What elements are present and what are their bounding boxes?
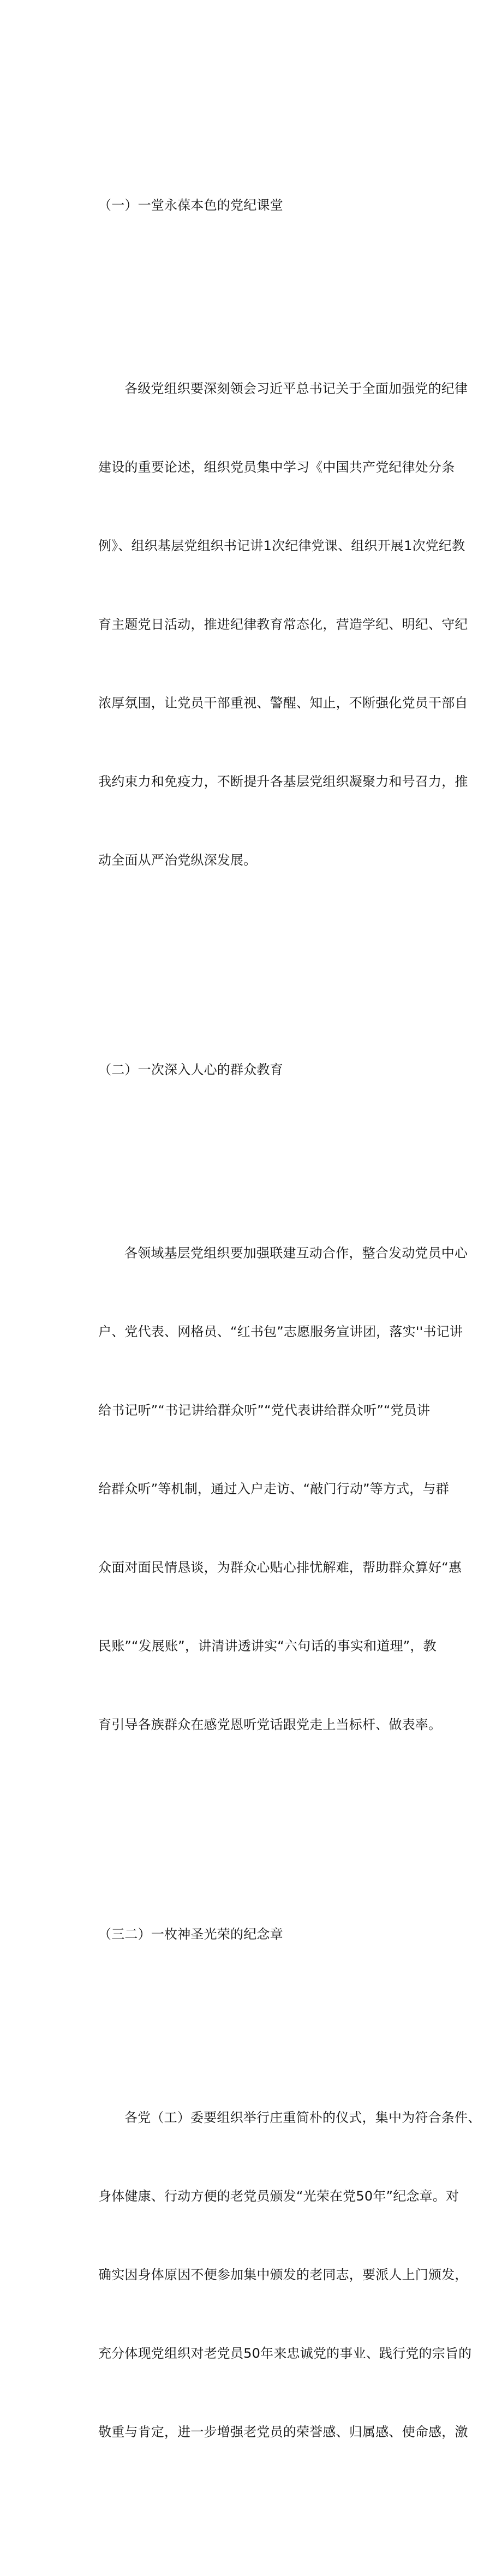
paragraph-line: 动全面从严治党纵深发展。 — [98, 852, 257, 868]
paragraph-line: 敬重与肯定，进一步增强老党员的荣誉感、归属感、使命感，激 — [98, 2424, 468, 2440]
paragraph-line: 各级党组织要深刻领会习近平总书记关于全面加强党的纪律 — [124, 381, 468, 396]
paragraph-line: 确实因身体原因不便参加集中颁发的老同志，要派人上门颁发， — [98, 2267, 468, 2282]
paragraph-line: 给群众听”等机制，通过入户走访、“敲门行动”等方式，与群 — [98, 1481, 449, 1496]
section-3-paragraph — [72, 2052, 481, 2497]
paragraph-line: 给书记听”“书记讲给群众听”“党代表讲给群众听”“党员讲 — [98, 1403, 431, 1418]
paragraph-line: 民账”“发展账”，讲清讲透讲实“六句话的事实和道理”，教 — [98, 1638, 437, 1654]
section-2-heading-text: （二）一次深入人心的群众教育 — [98, 1062, 283, 1077]
paragraph-line: 建设的重要论述，组织党员集中学习《中国共产党纪律处分条 — [98, 460, 455, 475]
paragraph-line: 育引导各族群众在感党恩听党话跟党走上当标杆、做表率。 — [98, 1717, 442, 1732]
paragraph-line: 户、党代表、网格员、“红书包”志愿服务宣讲团，落实''书记讲 — [98, 1324, 463, 1339]
document-body — [72, 61, 481, 2576]
section-1-heading-text: （一）一堂永葆本色的党纪课堂 — [98, 198, 283, 213]
section-2-paragraph — [72, 1188, 468, 1790]
paragraph-line: 育主题党日活动，推进纪律教育常态化，营造学纪、明纪、守纪 — [98, 617, 468, 632]
paragraph-line: 各领域基层党组织要加强联建互动合作，整合发动党员中心 — [124, 1245, 468, 1261]
section-3-heading — [72, 1869, 443, 2000]
section-1-paragraph — [72, 323, 468, 926]
section-3-heading-text: （三二）一枚神圣光荣的纪念章 — [98, 1927, 283, 1942]
paragraph-line: 我约束力和免疫力，不断提升各基层党组织凝聚力和号召力，推 — [98, 774, 468, 789]
paragraph-line: 充分体现党组织对老党员50年来忠诚党的事业、践行党的宗旨的 — [98, 2346, 472, 2361]
section-2-heading — [72, 1004, 443, 1135]
paragraph-line: 众面对面民情恳谈，为群众心贴心排忧解难，帮助群众算好“惠 — [98, 1560, 462, 1575]
paragraph-line: 身体健康、行动方便的老党员颁发“光荣在党50年”纪念章。对 — [98, 2189, 459, 2204]
section-1-heading — [72, 140, 443, 271]
paragraph-line: 例》、组织基层党组织书记讲1次纪律党课、组织开展1次党纪教 — [98, 538, 465, 553]
paragraph-line: 浓厚氛围，让党员干部重视、警醒、知止，不断强化党员干部自 — [98, 695, 468, 711]
paragraph-line: 各党（工）委要组织举行庄重简朴的仪式，集中为符合条件、 — [124, 2110, 481, 2125]
